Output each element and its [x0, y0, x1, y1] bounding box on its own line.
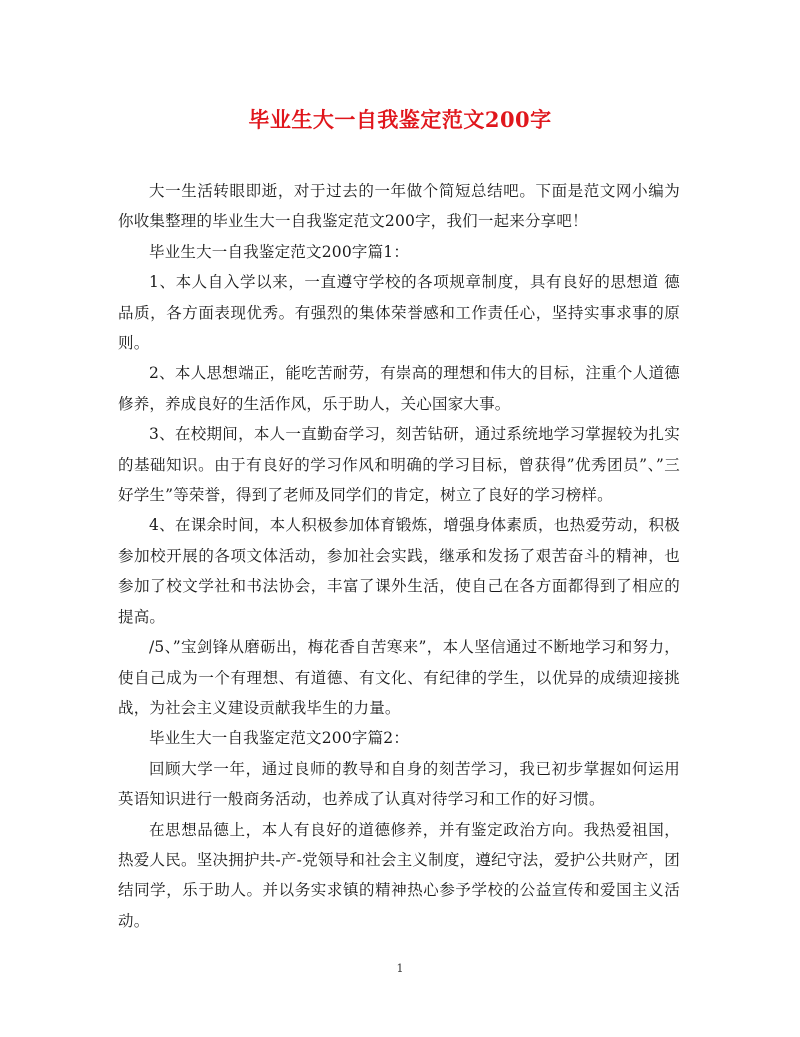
paragraph-item-1: 1、本人自入学以来，一直遵守学校的各项规章制度，具有良好的思想道 德品质，各方面表现优秀。有强烈的集体荣誉感和工作责任心，坚持实事求事的原则。 — [118, 273, 680, 353]
paragraph-review: 回顾大学一年，通过良师的教导和自身的刻苦学习，我已初步掌握如何运用英语知识进行一般商务活动，也养成了认真对待学习和工作的好习惯。 — [118, 759, 680, 809]
paragraph-item-4: 4、在课余时间，本人积极参加体育锻炼，增强身体素质，也热爱劳动，积极参加校开展的各项文体活动，参加社会实践，继承和发扬了艰苦奋斗的精神，也参加了校文学社和书法协会，丰富了课外生活，使自己在各方面都得到了相应的提高。 — [118, 516, 680, 626]
intro-paragraph: 大一生活转眼即逝，对于过去的一年做个简短总结吧。下面是范文网小编为你收集整理的毕业生大一自我鉴定范文200字，我们一起来分享吧！ — [118, 182, 680, 231]
document-title: 毕业生大一自我鉴定范文200字 — [248, 107, 552, 132]
section-heading-2: 毕业生大一自我鉴定范文200字篇2： — [149, 729, 410, 748]
paragraph-ideology: 在思想品德上，本人有良好的道德修养，并有鉴定政治方向。我热爱祖国，热爱人民。坚决拥护共-产-党领导和社会主义制度，遵纪守法，爱护公共财产，团结同学，乐于助人。并以务实求镇的精神热心参予学校的公益宣传和爱国主义活动。 — [118, 820, 680, 930]
document-body — [118, 176, 680, 936]
paragraph-item-5: /5、”宝剑锋从磨砺出，梅花香自苦寒来”，本人坚信通过不断地学习和努力，使自己成为一个有理想、有道德、有文化、有纪律的学生，以优异的成绩迎接挑战，为社会主义建设贡献我毕生的力量。 — [118, 638, 680, 717]
section-heading-1: 毕业生大一自我鉴定范文200字篇1： — [149, 242, 410, 261]
page-number: 1 — [396, 962, 404, 975]
paragraph-item-2: 2、本人思想端正，能吃苦耐劳，有崇高的理想和伟大的目标，注重个人道德修养，养成良好的生活作风，乐于助人，关心国家大事。 — [118, 364, 680, 413]
paragraph-item-3: 3、在校期间，本人一直勤奋学习，刻苦钻研，通过系统地学习掌握较为扎实的基础知识。由于有良好的学习作风和明确的学习目标，曾获得”优秀团员”、”三好学生”等荣誉，得到了老师及同学们的肯定，树立了良好的学习榜样。 — [118, 425, 680, 505]
